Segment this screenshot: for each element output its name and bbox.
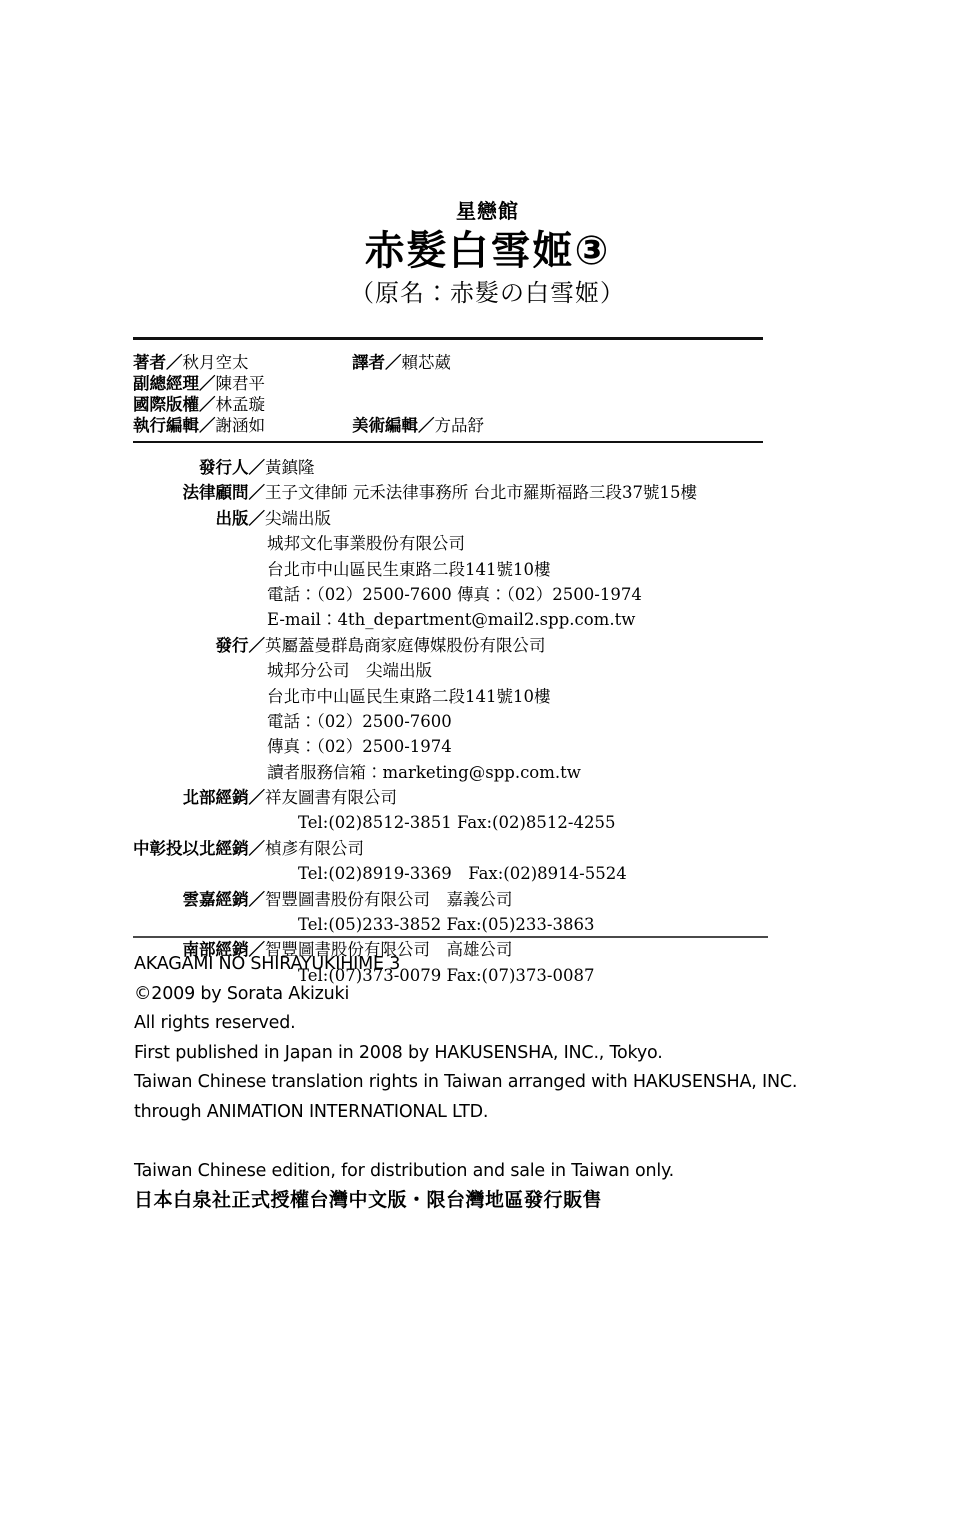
credit-label: 副總經理	[133, 374, 199, 393]
copyright-line: ©2009 by Sorata Akizuki	[134, 983, 350, 1004]
imprint-detail-line	[133, 607, 893, 632]
staff-credits	[133, 352, 833, 436]
credit-value: 方品舒	[434, 416, 484, 435]
imprint-value: 城邦分公司 尖端出版	[267, 661, 432, 681]
imprint-value: 祥友圖書有限公司	[265, 788, 397, 808]
imprint-separator: ／	[248, 889, 265, 909]
translation-rights-line-1: Taiwan Chinese translation rights in Taiwan arranged with HAKUSENSHA, INC.	[134, 1072, 798, 1092]
imprint-value: E-mail：4th_department@mail2.spp.com.tw	[267, 610, 636, 630]
translation-rights-line-2: through ANIMATION INTERNATIONAL LTD.	[134, 1101, 489, 1122]
copyright-block	[134, 950, 924, 1216]
imprint-value: Tel:(05)233-3852 Fax:(05)233-3863	[298, 915, 595, 935]
credit-row	[133, 415, 833, 436]
credit-label: 國際版權	[133, 395, 199, 414]
series-label: 星戀館	[456, 199, 519, 223]
credit-author	[133, 352, 249, 373]
credit-separator: ／	[199, 374, 216, 393]
credit-row	[133, 394, 833, 415]
imprint-value: 電話：（02）2500-7600	[267, 711, 452, 731]
imprint-entry	[133, 455, 893, 480]
romaji-title: AKAGAMI NO SHIRAYUKIHIME 3	[134, 954, 401, 974]
imprint-detail-line	[133, 684, 893, 709]
original-title: （原名：赤髮の白雪姬）	[350, 279, 625, 307]
credit-art-editor	[352, 415, 484, 436]
spacer	[134, 1127, 924, 1157]
imprint-block	[133, 455, 893, 988]
credit-separator: ／	[385, 353, 402, 372]
imprint-label: 發行	[215, 635, 249, 655]
credit-value: 林孟璇	[215, 395, 265, 414]
credit-value: 秋月空太	[182, 353, 249, 372]
rights-reserved: All rights reserved.	[134, 1013, 296, 1033]
imprint-label: 出版	[215, 508, 249, 528]
imprint-value: 智豐圖書股份有限公司 高雄公司	[265, 940, 513, 960]
credit-international-rights	[133, 394, 265, 415]
imprint-entry	[133, 506, 893, 531]
imprint-value: 智豐圖書股份有限公司 嘉義公司	[265, 889, 513, 909]
title-block	[0, 200, 975, 308]
book-title: 赤髮白雪姬③	[364, 228, 611, 274]
imprint-value: 城邦文化事業股份有限公司	[267, 534, 465, 554]
imprint-detail-line	[133, 810, 893, 835]
imprint-value: 尖端出版	[265, 508, 331, 528]
imprint-separator: ／	[248, 635, 265, 655]
imprint-separator: ／	[248, 838, 265, 858]
imprint-separator: ／	[248, 483, 265, 503]
imprint-label: 雲嘉經銷	[182, 889, 249, 909]
credit-value: 謝涵如	[215, 416, 265, 435]
imprint-label: 中彰投以北經銷	[133, 838, 249, 858]
credit-deputy-manager	[133, 373, 265, 394]
imprint-entry	[133, 887, 893, 912]
credit-separator: ／	[199, 416, 216, 435]
imprint-detail-line	[133, 760, 893, 785]
imprint-entry	[133, 785, 893, 810]
imprint-value: 傳真：（02）2500-1974	[267, 737, 452, 757]
credit-label: 著者	[133, 353, 166, 372]
credit-row	[133, 352, 833, 373]
distribution-notice-cjk: 日本白泉社正式授權台灣中文版・限台灣地區發行販售	[134, 1189, 603, 1211]
divider-rule-middle	[133, 441, 763, 443]
imprint-label: 發行人	[199, 458, 249, 477]
imprint-detail-line	[133, 912, 893, 937]
imprint-detail-line	[133, 709, 893, 734]
imprint-separator: ／	[248, 508, 265, 528]
imprint-value: Tel:(07)373-0079 Fax:(07)373-0087	[298, 965, 595, 985]
credit-separator: ／	[166, 353, 183, 372]
credit-value: 賴芯葳	[401, 353, 451, 372]
credit-separator: ／	[418, 416, 435, 435]
imprint-value: 英屬蓋曼群島商家庭傳媒股份有限公司	[265, 635, 546, 655]
credit-label: 譯者	[352, 353, 385, 372]
imprint-separator: ／	[248, 788, 265, 808]
credit-label: 執行編輯	[133, 416, 199, 435]
credit-executive-editor	[133, 415, 265, 436]
imprint-separator: ／	[248, 458, 265, 477]
imprint-separator: ／	[248, 940, 265, 960]
imprint-value: 楨彥有限公司	[265, 838, 364, 858]
imprint-value: 王子文律師 元禾法律事務所 台北市羅斯福路三段37號15樓	[265, 483, 697, 503]
imprint-detail-line	[133, 557, 893, 582]
credit-label: 美術編輯	[352, 416, 418, 435]
credit-value: 陳君平	[215, 374, 265, 393]
imprint-detail-line	[133, 658, 893, 683]
imprint-entry	[133, 836, 893, 861]
imprint-detail-line	[133, 531, 893, 556]
credit-translator	[352, 352, 451, 373]
imprint-label: 南部經銷	[182, 940, 249, 960]
distribution-notice: Taiwan Chinese edition, for distribution and sale in Taiwan only.	[134, 1160, 675, 1181]
imprint-value: 台北市中山區民生東路二段141號10樓	[267, 559, 551, 579]
credit-separator: ／	[199, 395, 216, 414]
first-published: First published in Japan in 2008 by HAKUSENSHA, INC., Tokyo.	[134, 1042, 663, 1063]
credit-row	[133, 373, 833, 394]
imprint-entry	[133, 480, 893, 505]
divider-rule-top	[133, 337, 763, 340]
imprint-value: 黃鎮隆	[265, 458, 315, 477]
imprint-detail-line	[133, 861, 893, 886]
imprint-value: Tel:(02)8512-3851 Fax:(02)8512-4255	[298, 813, 616, 833]
imprint-label: 法律顧問	[182, 483, 249, 503]
imprint-entry	[133, 633, 893, 658]
imprint-value: 電話：（02）2500-7600 傳真：（02）2500-1974	[267, 584, 642, 604]
imprint-detail-line	[133, 734, 893, 759]
imprint-label: 北部經銷	[182, 788, 249, 808]
imprint-value: 讀者服務信箱：marketing@spp.com.tw	[267, 762, 581, 782]
imprint-value: 台北市中山區民生東路二段141號10樓	[267, 686, 551, 706]
imprint-value: Tel:(02)8919-3369 Fax:(02)8914-5524	[298, 864, 627, 884]
imprint-detail-line	[133, 582, 893, 607]
